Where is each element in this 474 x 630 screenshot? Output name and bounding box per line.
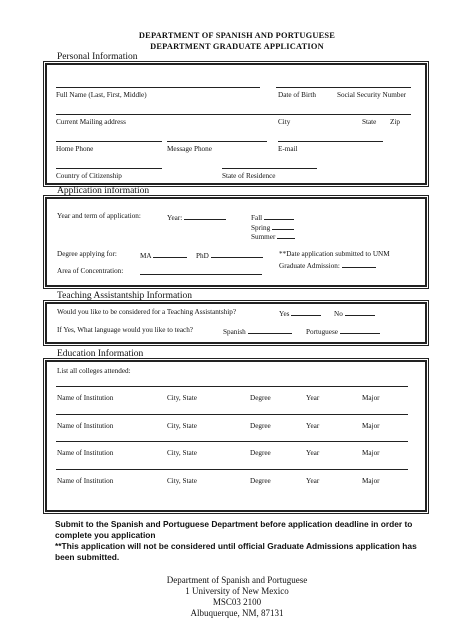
footer-university: 1 University of New Mexico — [185, 586, 289, 596]
fall-label: Fall — [251, 214, 263, 222]
portuguese-row — [306, 326, 380, 336]
ta-yes-row — [279, 308, 321, 318]
education-column-label: Year — [306, 422, 320, 430]
ta-no-label: No — [334, 310, 343, 318]
footer-department: Department of Spanish and Portuguese — [166, 575, 308, 585]
form-title-department: DEPARTMENT OF SPANISH AND PORTUGUESE — [138, 31, 336, 40]
education-column-label: Year — [306, 449, 320, 457]
teaching-heading: Teaching Assistantship Information — [57, 291, 192, 301]
state-label: State — [362, 118, 377, 126]
email-field[interactable] — [278, 141, 383, 142]
grad-admission-row — [279, 260, 376, 270]
spring-field[interactable] — [272, 222, 294, 230]
ta-no-field[interactable] — [345, 308, 375, 316]
ta-no-row — [334, 308, 375, 318]
email-label: E-mail — [278, 145, 298, 153]
colleges-list-label: List all colleges attended: — [57, 367, 131, 375]
education-box — [45, 360, 427, 512]
education-column-label: City, State — [167, 394, 197, 402]
date-submitted-label: **Date application submitted to UNM — [279, 250, 390, 258]
ma-label: MA — [140, 252, 152, 260]
ssn-label: Social Security Number — [337, 91, 407, 99]
message-phone-field[interactable] — [167, 141, 267, 142]
ma-row — [140, 250, 187, 260]
citizenship-label: Country of Citizenship — [56, 172, 122, 180]
city-label: City — [278, 118, 291, 126]
education-column-label: Year — [306, 394, 320, 402]
grad-admission-date-field[interactable] — [342, 260, 376, 268]
citizenship-field[interactable] — [56, 168, 162, 169]
spring-label: Spring — [251, 224, 271, 232]
education-column-label: Degree — [250, 477, 271, 485]
institution-entry-field[interactable] — [56, 414, 408, 415]
admission-warning-note: **This application will not be considered until official Graduate Admissions application has been submitted. — [55, 541, 417, 562]
full-name-label: Full Name (Last, First, Middle) — [56, 91, 147, 99]
spanish-row — [223, 326, 292, 336]
zip-label: Zip — [390, 118, 400, 126]
personal-info-heading: Personal Information — [57, 52, 138, 62]
form-title-application: DEPARTMENT GRADUATE APPLICATION — [150, 42, 324, 51]
home-phone-label: Home Phone — [56, 145, 94, 153]
education-column-label: Degree — [250, 422, 271, 430]
summer-row — [251, 231, 295, 241]
education-column-label: Name of Institution — [57, 394, 114, 402]
degree-label: Degree applying for: — [57, 250, 117, 258]
education-column-label: Name of Institution — [57, 477, 114, 485]
language-question-label: If Yes, What language would you like to teach? — [57, 326, 193, 334]
spanish-label: Spanish — [223, 328, 246, 336]
application-info-heading: Application information — [57, 186, 150, 196]
education-heading: Education Information — [57, 349, 144, 359]
summer-label: Summer — [251, 233, 276, 241]
fall-row — [251, 212, 294, 222]
summer-field[interactable] — [277, 231, 295, 239]
education-column-label: Major — [362, 394, 380, 402]
phd-label: PhD — [196, 252, 209, 260]
grad-admission-label: Graduate Admission: — [279, 262, 340, 270]
message-phone-label: Message Phone — [167, 145, 212, 153]
education-column-label: City, State — [167, 422, 197, 430]
year-row — [167, 212, 226, 222]
mailing-address-field[interactable] — [56, 114, 411, 115]
education-column-label: Name of Institution — [57, 422, 114, 430]
footer-msc: MSC03 2100 — [212, 597, 262, 607]
submit-note: Submit to the Spanish and Portuguese Department before application deadline in order to complete you application — [55, 519, 413, 540]
dob-label: Date of Birth — [278, 91, 316, 99]
education-column-label: City, State — [167, 477, 197, 485]
spanish-field[interactable] — [248, 326, 292, 334]
institution-entry-field[interactable] — [56, 441, 408, 442]
ta-question-label: Would you like to be considered for a Teaching Assistantship? — [57, 308, 237, 316]
year-term-label: Year and term of application: — [57, 212, 141, 220]
concentration-label: Area of Concentration: — [57, 267, 124, 275]
portuguese-label: Portuguese — [306, 328, 338, 336]
education-column-label: Degree — [250, 394, 271, 402]
education-column-label: Major — [362, 422, 380, 430]
education-column-label: Degree — [250, 449, 271, 457]
education-column-label: Year — [306, 477, 320, 485]
education-column-label: Major — [362, 477, 380, 485]
home-phone-field[interactable] — [56, 141, 162, 142]
education-column-label: Major — [362, 449, 380, 457]
full-name-field[interactable] — [56, 87, 260, 88]
portuguese-field[interactable] — [340, 326, 380, 334]
concentration-field[interactable] — [140, 274, 262, 275]
year-label: Year: — [167, 214, 183, 222]
ta-yes-field[interactable] — [291, 308, 321, 316]
education-column-label: City, State — [167, 449, 197, 457]
residence-label: State of Residence — [222, 172, 276, 180]
footer-city: Albuquerque, NM, 87131 — [190, 608, 284, 618]
fall-field[interactable] — [264, 212, 294, 220]
phd-field[interactable] — [211, 250, 263, 258]
education-column-label: Name of Institution — [57, 449, 114, 457]
institution-entry-field[interactable] — [56, 386, 408, 387]
dob-ssn-field[interactable] — [276, 87, 411, 88]
mailing-address-label: Current Mailing address — [56, 118, 126, 126]
ta-yes-label: Yes — [279, 310, 290, 318]
residence-field[interactable] — [222, 168, 317, 169]
phd-row — [196, 250, 263, 260]
institution-entry-field[interactable] — [56, 469, 408, 470]
year-field[interactable] — [184, 212, 226, 220]
ma-field[interactable] — [153, 250, 187, 258]
